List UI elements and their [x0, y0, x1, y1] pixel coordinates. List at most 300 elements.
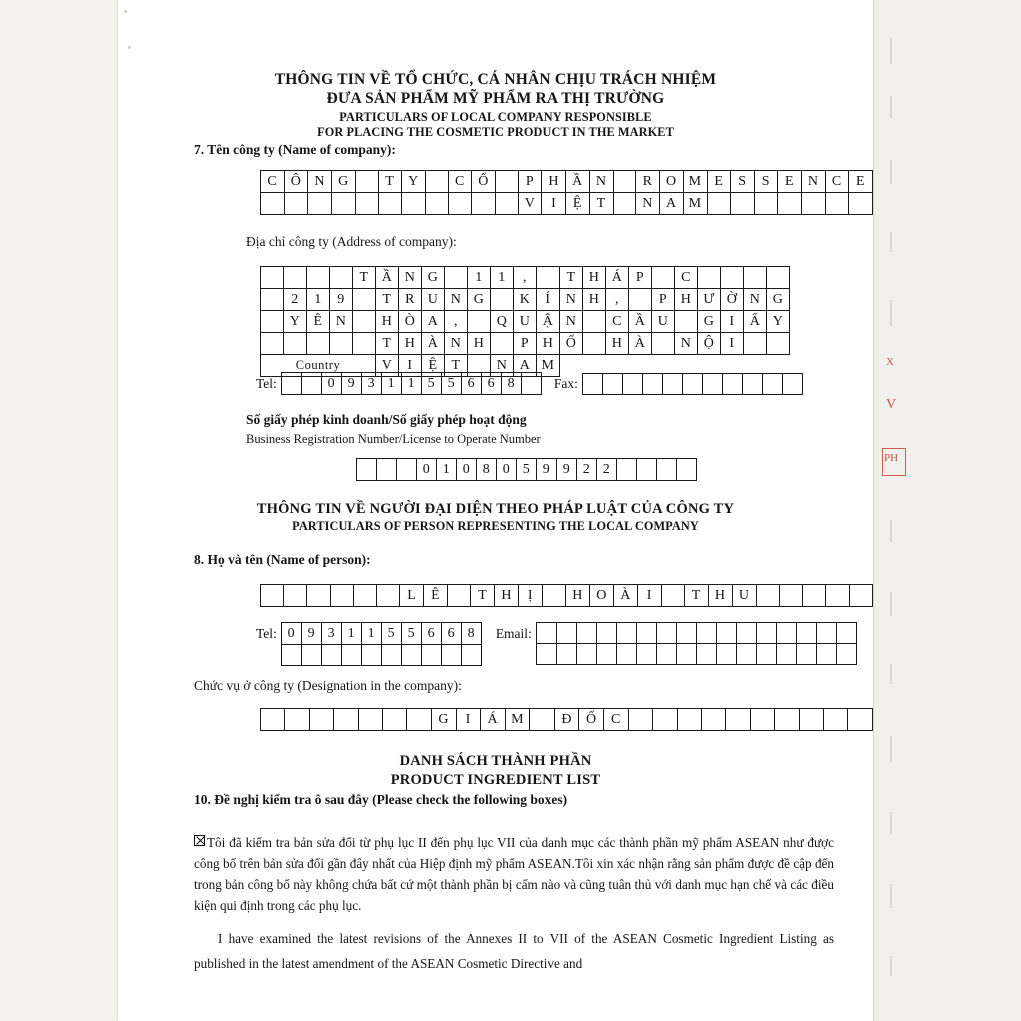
grid-cell[interactable]: I — [638, 585, 662, 607]
grid-cell[interactable]: T — [684, 585, 708, 607]
grid-cell[interactable]: 8 — [501, 373, 521, 395]
grid-cell[interactable] — [445, 267, 468, 289]
grid-cell[interactable]: U — [514, 311, 537, 333]
grid-cell[interactable]: G — [431, 709, 456, 731]
grid-cell[interactable] — [676, 644, 696, 665]
grid-cell[interactable]: M — [505, 709, 530, 731]
grid-cell[interactable] — [726, 709, 750, 731]
grid-cell[interactable] — [448, 585, 471, 607]
grid-cell[interactable] — [617, 459, 637, 481]
grid-cell[interactable] — [776, 644, 796, 665]
grid-cell[interactable]: 1 — [437, 459, 457, 481]
grid-cell[interactable] — [756, 585, 779, 607]
grid-cell[interactable]: N — [744, 289, 767, 311]
grid-cell[interactable] — [355, 193, 378, 215]
grid-cell[interactable] — [849, 193, 873, 215]
grid-cell[interactable] — [642, 373, 662, 394]
grid-cell[interactable] — [284, 585, 307, 607]
grid-cell[interactable] — [261, 709, 285, 731]
grid-cell[interactable] — [353, 289, 376, 311]
grid-cell[interactable]: M — [683, 193, 707, 215]
grid-cell[interactable] — [397, 459, 417, 481]
grid-cell[interactable]: T — [376, 289, 399, 311]
grid-cell[interactable] — [826, 585, 849, 607]
grid-cell[interactable]: N — [330, 311, 353, 333]
grid-cell[interactable] — [652, 333, 675, 355]
grid-cell[interactable]: Ấ — [744, 311, 767, 333]
country-cell[interactable]: N — [491, 355, 514, 377]
grid-cell[interactable] — [468, 311, 491, 333]
grid-cell[interactable] — [849, 585, 872, 607]
grid-cell[interactable]: T — [471, 585, 495, 607]
grid-cell[interactable] — [675, 311, 698, 333]
grid-cell[interactable] — [682, 373, 702, 394]
grid-cell[interactable] — [722, 373, 742, 394]
grid-cell[interactable] — [377, 459, 397, 481]
grid-cell[interactable]: P — [629, 267, 652, 289]
grid-cell[interactable]: I — [542, 193, 566, 215]
grid-cell[interactable] — [261, 311, 284, 333]
grid-cell[interactable] — [628, 709, 652, 731]
grid-cell[interactable] — [613, 171, 636, 193]
grid-cell[interactable] — [662, 373, 682, 394]
grid-cell[interactable] — [261, 289, 284, 311]
grid-cell[interactable]: 6 — [421, 623, 441, 645]
grid-cell[interactable] — [744, 333, 767, 355]
grid-cell[interactable]: À — [629, 333, 652, 355]
grid-cell[interactable] — [421, 645, 441, 666]
grid-cell[interactable] — [637, 459, 657, 481]
grid-cell[interactable]: Q — [491, 311, 514, 333]
grid-cell[interactable]: H — [376, 311, 399, 333]
license-number-grid[interactable] — [356, 458, 697, 481]
grid-cell[interactable]: 6 — [461, 373, 481, 395]
grid-cell[interactable] — [616, 644, 636, 665]
grid-cell[interactable]: Í — [537, 289, 560, 311]
grid-cell[interactable] — [378, 193, 402, 215]
grid-cell[interactable] — [636, 623, 656, 644]
grid-cell[interactable]: P — [518, 171, 542, 193]
grid-cell[interactable]: , — [514, 267, 537, 289]
grid-cell[interactable] — [754, 193, 778, 215]
grid-cell[interactable]: Ô — [284, 171, 308, 193]
grid-cell[interactable] — [583, 311, 606, 333]
grid-cell[interactable]: H — [542, 171, 566, 193]
grid-cell[interactable] — [261, 585, 284, 607]
grid-cell[interactable]: Ậ — [537, 311, 560, 333]
grid-cell[interactable]: N — [675, 333, 698, 355]
grid-cell[interactable]: Á — [481, 709, 506, 731]
grid-cell[interactable] — [602, 373, 622, 394]
grid-cell[interactable]: 1 — [491, 267, 514, 289]
grid-cell[interactable]: C — [448, 171, 472, 193]
grid-cell[interactable]: I — [721, 311, 744, 333]
grid-cell[interactable]: Ầ — [566, 171, 590, 193]
grid-cell[interactable] — [537, 267, 560, 289]
grid-cell[interactable] — [301, 645, 321, 666]
grid-cell[interactable]: 2 — [284, 289, 307, 311]
grid-cell[interactable] — [816, 644, 836, 665]
grid-cell[interactable] — [284, 193, 308, 215]
grid-cell[interactable] — [355, 171, 378, 193]
grid-cell[interactable] — [358, 709, 382, 731]
grid-cell[interactable] — [461, 645, 481, 666]
grid-cell[interactable]: U — [652, 311, 675, 333]
grid-cell[interactable]: Ê — [424, 585, 448, 607]
grid-cell[interactable]: 9 — [557, 459, 577, 481]
grid-cell[interactable]: 0 — [281, 623, 301, 645]
grid-cell[interactable] — [698, 267, 721, 289]
grid-cell[interactable] — [542, 585, 565, 607]
grid-cell[interactable] — [261, 267, 284, 289]
grid-cell[interactable] — [677, 459, 697, 481]
grid-cell[interactable] — [530, 709, 554, 731]
grid-cell[interactable]: I — [721, 333, 744, 355]
grid-cell[interactable]: 0 — [417, 459, 437, 481]
grid-cell[interactable]: 6 — [481, 373, 501, 395]
grid-cell[interactable]: Y — [767, 311, 790, 333]
grid-cell[interactable] — [307, 267, 330, 289]
grid-cell[interactable]: U — [732, 585, 756, 607]
grid-cell[interactable] — [801, 193, 825, 215]
grid-cell[interactable] — [825, 193, 849, 215]
grid-cell[interactable] — [330, 585, 353, 607]
grid-cell[interactable] — [702, 373, 722, 394]
grid-cell[interactable]: T — [353, 267, 376, 289]
grid-cell[interactable]: 8 — [477, 459, 497, 481]
grid-cell[interactable]: 1 — [307, 289, 330, 311]
grid-cell[interactable] — [330, 267, 353, 289]
grid-cell[interactable]: N — [636, 193, 660, 215]
grid-cell[interactable]: L — [400, 585, 424, 607]
grid-cell[interactable] — [716, 623, 736, 644]
grid-cell[interactable]: 5 — [401, 623, 421, 645]
grid-cell[interactable]: N — [445, 289, 468, 311]
grid-cell[interactable]: O — [590, 585, 614, 607]
person-name-grid[interactable] — [260, 584, 873, 607]
grid-cell[interactable] — [521, 373, 541, 395]
grid-cell[interactable]: , — [606, 289, 629, 311]
grid-cell[interactable]: K — [514, 289, 537, 311]
grid-cell[interactable] — [836, 623, 856, 644]
grid-cell[interactable]: Đ — [554, 709, 579, 731]
grid-cell[interactable]: N — [560, 311, 583, 333]
grid-cell[interactable]: V — [518, 193, 542, 215]
grid-cell[interactable] — [661, 585, 684, 607]
grid-cell[interactable] — [596, 623, 616, 644]
grid-cell[interactable] — [353, 333, 376, 355]
grid-cell[interactable] — [816, 623, 836, 644]
grid-cell[interactable] — [767, 333, 790, 355]
grid-cell[interactable] — [750, 709, 774, 731]
grid-cell[interactable]: 8 — [461, 623, 481, 645]
grid-cell[interactable]: 1 — [468, 267, 491, 289]
grid-cell[interactable] — [824, 709, 848, 731]
grid-cell[interactable] — [796, 623, 816, 644]
grid-cell[interactable] — [616, 623, 636, 644]
grid-cell[interactable]: Ầ — [376, 267, 399, 289]
grid-cell[interactable] — [744, 267, 767, 289]
grid-cell[interactable]: P — [652, 289, 675, 311]
grid-cell[interactable] — [448, 193, 472, 215]
grid-cell[interactable]: T — [589, 193, 613, 215]
grid-cell[interactable]: À — [422, 333, 445, 355]
grid-cell[interactable] — [556, 623, 576, 644]
country-cell[interactable]: T — [445, 355, 468, 377]
grid-cell[interactable]: G — [422, 267, 445, 289]
grid-cell[interactable]: 2 — [597, 459, 617, 481]
grid-cell[interactable] — [383, 709, 407, 731]
grid-cell[interactable]: 6 — [441, 623, 461, 645]
grid-cell[interactable]: 0 — [497, 459, 517, 481]
grid-cell[interactable]: 3 — [361, 373, 381, 395]
grid-cell[interactable] — [775, 709, 799, 731]
grid-cell[interactable] — [425, 171, 448, 193]
grid-cell[interactable]: Ố — [579, 709, 604, 731]
grid-cell[interactable]: 1 — [401, 373, 421, 395]
grid-cell[interactable] — [656, 623, 676, 644]
grid-cell[interactable]: E — [707, 171, 731, 193]
grid-cell[interactable] — [381, 645, 401, 666]
grid-cell[interactable]: O — [659, 171, 683, 193]
grid-cell[interactable] — [653, 709, 677, 731]
grid-cell[interactable]: N — [399, 267, 422, 289]
grid-cell[interactable]: G — [332, 171, 356, 193]
grid-cell[interactable] — [284, 333, 307, 355]
grid-cell[interactable] — [576, 644, 596, 665]
grid-cell[interactable] — [301, 373, 321, 395]
grid-cell[interactable] — [261, 333, 284, 355]
grid-cell[interactable]: R — [636, 171, 660, 193]
grid-cell[interactable]: N — [589, 171, 613, 193]
grid-cell[interactable]: H — [537, 333, 560, 355]
grid-cell[interactable]: H — [606, 333, 629, 355]
grid-cell[interactable]: 9 — [341, 373, 361, 395]
grid-cell[interactable] — [736, 644, 756, 665]
grid-cell[interactable] — [799, 709, 823, 731]
grid-cell[interactable] — [261, 193, 285, 215]
grid-cell[interactable] — [472, 193, 496, 215]
grid-cell[interactable]: H — [708, 585, 732, 607]
grid-cell[interactable] — [676, 623, 696, 644]
grid-cell[interactable]: H — [583, 289, 606, 311]
grid-cell[interactable] — [779, 585, 802, 607]
grid-cell[interactable]: G — [698, 311, 721, 333]
grid-cell[interactable]: N — [308, 171, 332, 193]
country-cell[interactable]: V — [376, 355, 399, 377]
grid-cell[interactable] — [377, 585, 400, 607]
grid-cell[interactable] — [583, 333, 606, 355]
grid-cell[interactable]: 5 — [421, 373, 441, 395]
grid-cell[interactable] — [796, 644, 816, 665]
grid-cell[interactable]: H — [468, 333, 491, 355]
grid-cell[interactable]: H — [675, 289, 698, 311]
grid-cell[interactable] — [756, 623, 776, 644]
grid-cell[interactable]: H — [399, 333, 422, 355]
grid-cell[interactable] — [731, 193, 755, 215]
country-cell[interactable]: A — [514, 355, 537, 377]
grid-cell[interactable] — [281, 645, 301, 666]
grid-cell[interactable]: C — [606, 311, 629, 333]
grid-cell[interactable] — [742, 373, 762, 394]
grid-cell[interactable]: N — [445, 333, 468, 355]
grid-cell[interactable]: Ầ — [629, 311, 652, 333]
grid-cell[interactable] — [657, 459, 677, 481]
grid-cell[interactable] — [401, 645, 421, 666]
person-tel-grid[interactable] — [281, 622, 482, 666]
checkbox-checked-icon[interactable] — [194, 835, 205, 846]
grid-cell[interactable]: 0 — [457, 459, 477, 481]
grid-cell[interactable] — [762, 373, 782, 394]
grid-cell[interactable] — [536, 623, 556, 644]
grid-cell[interactable] — [696, 623, 716, 644]
country-cell[interactable]: M — [537, 355, 560, 377]
grid-cell[interactable]: C — [675, 267, 698, 289]
grid-cell[interactable] — [281, 373, 301, 395]
grid-cell[interactable]: Ê — [307, 311, 330, 333]
grid-cell[interactable] — [636, 644, 656, 665]
grid-cell[interactable]: C — [261, 171, 285, 193]
grid-cell[interactable]: R — [399, 289, 422, 311]
grid-cell[interactable] — [495, 193, 518, 215]
grid-cell[interactable]: Ị — [519, 585, 543, 607]
grid-cell[interactable] — [321, 645, 341, 666]
grid-cell[interactable]: H — [583, 267, 606, 289]
grid-cell[interactable] — [736, 623, 756, 644]
grid-cell[interactable]: Ộ — [698, 333, 721, 355]
company-fax-grid[interactable] — [582, 373, 803, 395]
grid-cell[interactable]: M — [683, 171, 707, 193]
grid-cell[interactable] — [495, 171, 518, 193]
grid-cell[interactable]: 9 — [330, 289, 353, 311]
grid-cell[interactable] — [361, 645, 381, 666]
grid-cell[interactable] — [721, 267, 744, 289]
grid-cell[interactable] — [576, 623, 596, 644]
grid-cell[interactable]: T — [378, 171, 402, 193]
grid-cell[interactable]: 0 — [321, 373, 341, 395]
company-tel-grid[interactable] — [281, 372, 542, 395]
grid-cell[interactable]: E — [778, 171, 802, 193]
grid-cell[interactable] — [701, 709, 725, 731]
grid-cell[interactable]: À — [614, 585, 638, 607]
grid-cell[interactable] — [778, 193, 802, 215]
grid-cell[interactable]: G — [468, 289, 491, 311]
grid-cell[interactable] — [332, 193, 356, 215]
grid-cell[interactable]: A — [659, 193, 683, 215]
grid-cell[interactable]: A — [422, 311, 445, 333]
grid-cell[interactable]: 5 — [517, 459, 537, 481]
grid-cell[interactable] — [622, 373, 642, 394]
grid-cell[interactable]: 9 — [537, 459, 557, 481]
grid-cell[interactable] — [756, 644, 776, 665]
grid-cell[interactable]: 2 — [577, 459, 597, 481]
grid-cell[interactable] — [330, 333, 353, 355]
grid-cell[interactable]: 5 — [381, 623, 401, 645]
grid-cell[interactable]: Ò — [399, 311, 422, 333]
grid-cell[interactable]: 1 — [341, 623, 361, 645]
grid-cell[interactable] — [334, 709, 358, 731]
grid-cell[interactable] — [491, 333, 514, 355]
grid-cell[interactable]: 3 — [321, 623, 341, 645]
country-cell[interactable]: Ệ — [422, 355, 445, 377]
grid-cell[interactable]: S — [731, 171, 755, 193]
country-cell[interactable]: I — [399, 355, 422, 377]
grid-cell[interactable] — [308, 193, 332, 215]
grid-cell[interactable]: G — [767, 289, 790, 311]
grid-cell[interactable] — [803, 585, 826, 607]
grid-cell[interactable] — [716, 644, 736, 665]
grid-cell[interactable]: Ệ — [566, 193, 590, 215]
grid-cell[interactable] — [677, 709, 701, 731]
person-email-grid[interactable] — [536, 622, 857, 665]
grid-cell[interactable] — [536, 644, 556, 665]
grid-cell[interactable] — [582, 373, 602, 394]
grid-cell[interactable]: T — [376, 333, 399, 355]
grid-cell[interactable] — [491, 289, 514, 311]
grid-cell[interactable]: 1 — [361, 623, 381, 645]
grid-cell[interactable] — [556, 644, 576, 665]
grid-cell[interactable]: C — [604, 709, 629, 731]
grid-cell[interactable] — [767, 267, 790, 289]
grid-cell[interactable]: H — [566, 585, 590, 607]
grid-cell[interactable] — [307, 585, 330, 607]
grid-cell[interactable] — [696, 644, 716, 665]
grid-cell[interactable] — [836, 644, 856, 665]
grid-cell[interactable] — [656, 644, 676, 665]
grid-cell[interactable]: 5 — [441, 373, 461, 395]
grid-cell[interactable] — [284, 267, 307, 289]
grid-cell[interactable]: N — [560, 289, 583, 311]
grid-cell[interactable] — [613, 193, 636, 215]
grid-cell[interactable] — [407, 709, 431, 731]
grid-cell[interactable] — [707, 193, 731, 215]
grid-cell[interactable] — [425, 193, 448, 215]
grid-cell[interactable]: Ư — [698, 289, 721, 311]
grid-cell[interactable]: Ổ — [472, 171, 496, 193]
grid-cell[interactable]: C — [825, 171, 849, 193]
grid-cell[interactable]: I — [456, 709, 481, 731]
grid-cell[interactable] — [285, 709, 309, 731]
grid-cell[interactable]: Y — [284, 311, 307, 333]
designation-grid[interactable] — [260, 708, 873, 731]
grid-cell[interactable] — [776, 623, 796, 644]
grid-cell[interactable]: U — [422, 289, 445, 311]
grid-cell[interactable]: 9 — [301, 623, 321, 645]
grid-cell[interactable]: E — [849, 171, 873, 193]
grid-cell[interactable] — [782, 373, 802, 394]
grid-cell[interactable] — [353, 311, 376, 333]
grid-cell[interactable]: Ờ — [721, 289, 744, 311]
grid-cell[interactable] — [652, 267, 675, 289]
grid-cell[interactable] — [848, 709, 873, 731]
grid-cell[interactable]: N — [801, 171, 825, 193]
grid-cell[interactable]: S — [754, 171, 778, 193]
grid-cell[interactable] — [357, 459, 377, 481]
grid-cell[interactable]: 1 — [381, 373, 401, 395]
grid-cell[interactable] — [353, 585, 376, 607]
grid-cell[interactable] — [596, 644, 616, 665]
grid-cell[interactable] — [402, 193, 426, 215]
grid-cell[interactable]: , — [445, 311, 468, 333]
grid-cell[interactable] — [307, 333, 330, 355]
grid-cell[interactable] — [629, 289, 652, 311]
grid-cell[interactable] — [441, 645, 461, 666]
grid-cell[interactable] — [309, 709, 333, 731]
grid-cell[interactable] — [341, 645, 361, 666]
grid-cell[interactable]: Á — [606, 267, 629, 289]
grid-cell[interactable]: T — [560, 267, 583, 289]
grid-cell[interactable]: P — [514, 333, 537, 355]
